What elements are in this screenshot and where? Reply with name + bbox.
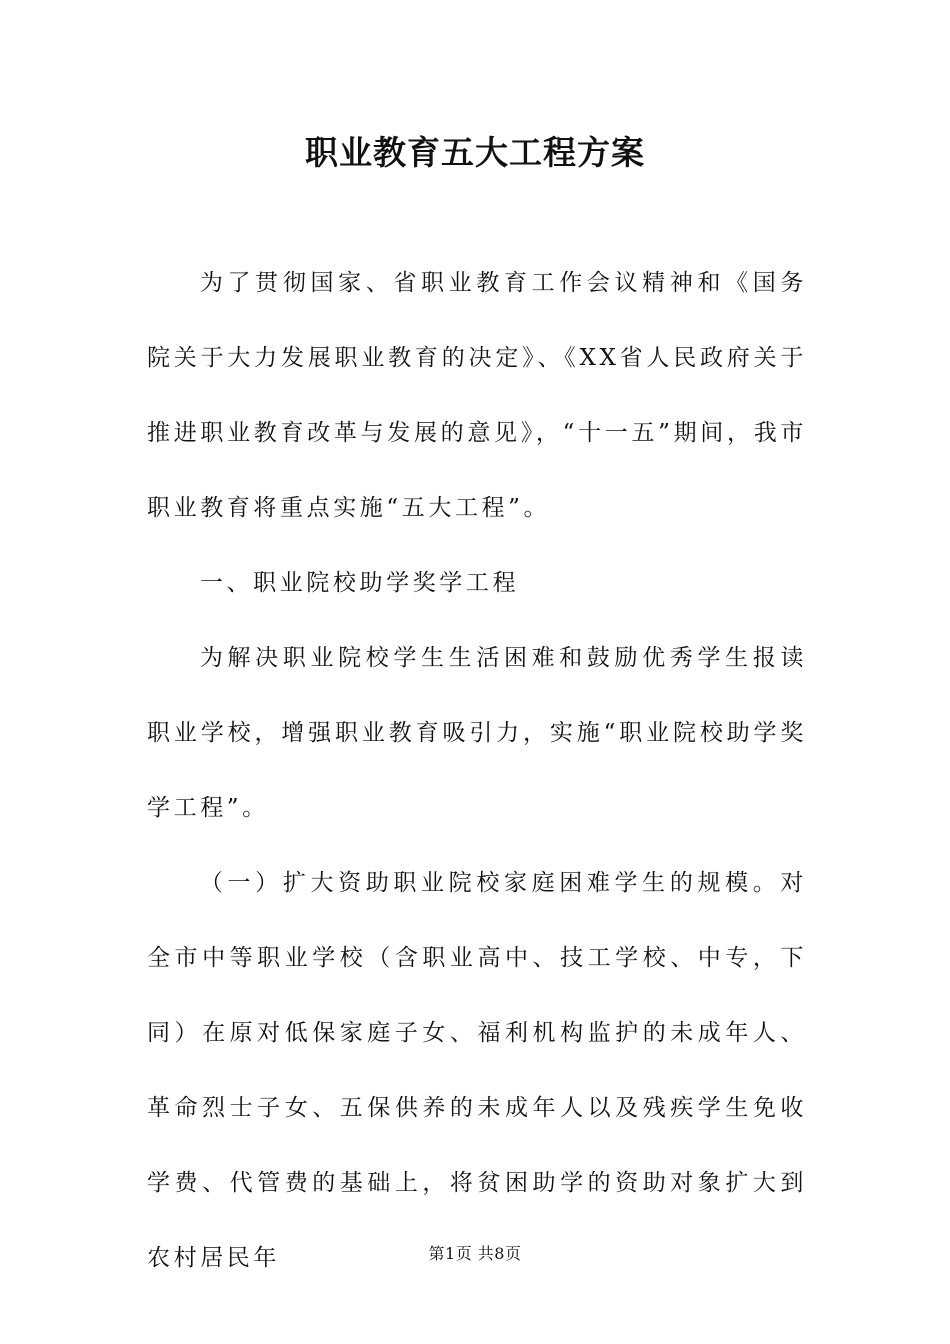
section-heading: 一、职业院校助学奖学工程 (199, 570, 520, 596)
subsection-paragraph: （一）扩大资助职业院校家庭困难学生的规模。对全市中等职业学校（含职业高中、技工学校、中专，下同）在原对低保家庭子女、福利机构监护的未成年人、革命烈士子女、五保供养的未成年人以及残疾学生免收学费、代管费的基础上，将贫困助学的资助对象扩大到农村居民年 (147, 870, 807, 1271)
document-title: 职业教育五大工程方案 (305, 133, 645, 172)
intro-paragraph: 为了贯彻国家、省职业教育工作会议精神和《国务院关于大力发展职业教育的决定》、《XX省人民政府关于推进职业教育改革与发展的意见》，“十一五”期间，我市职业教育将重点实施“五大工程”。 (147, 270, 807, 521)
page-number-footer: 第1页 共8页 (428, 1244, 522, 1263)
section-paragraph: 为解决职业院校学生生活困难和鼓励优秀学生报读职业学校，增强职业教育吸引力，实施“职业院校助学奖学工程”。 (147, 645, 807, 821)
document-body (147, 246, 807, 1296)
